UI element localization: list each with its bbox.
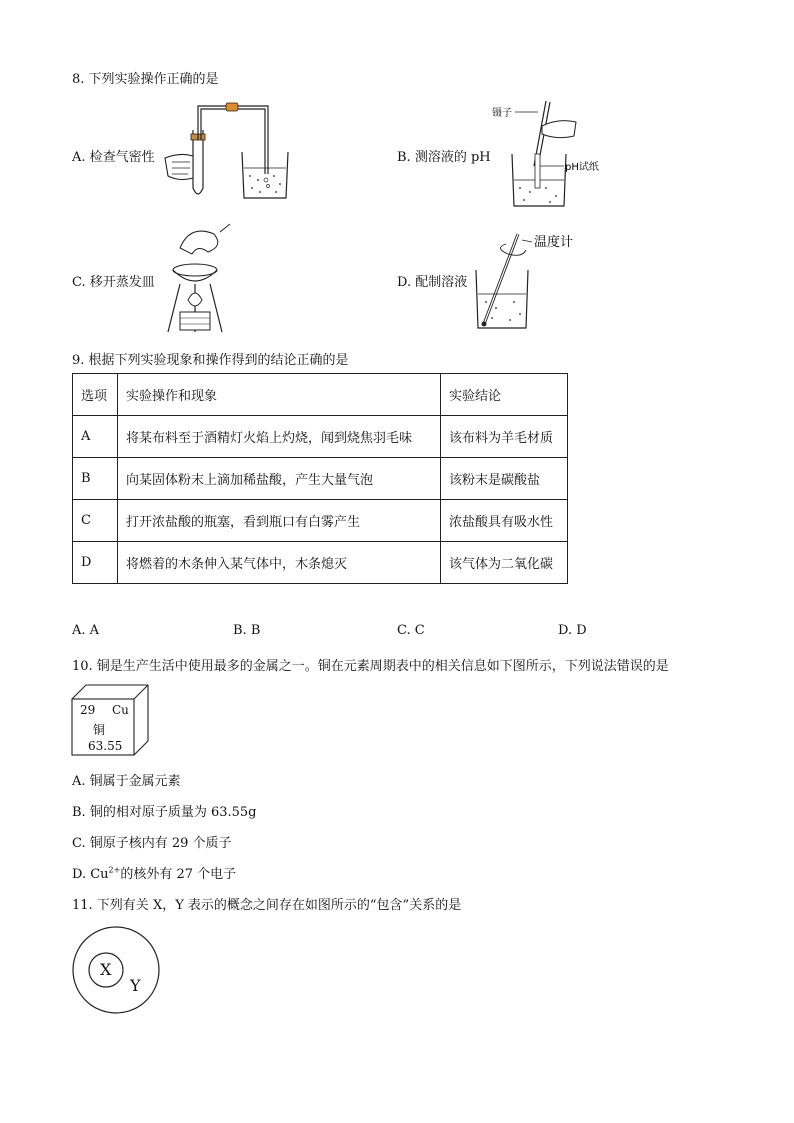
thermometer-label: 温度计 bbox=[534, 235, 574, 250]
question-9-stem: 9. 根据下列实验现象和操作得到的结论正确的是 bbox=[72, 353, 349, 368]
table-cell: 将燃着的木条伸入某气体中，木条熄灭 bbox=[118, 542, 441, 584]
table-cell: C bbox=[73, 500, 118, 542]
q9-choice-a[interactable]: A. A bbox=[72, 623, 100, 638]
q8-option-b[interactable]: B. 测溶液的 pH bbox=[397, 150, 491, 165]
q8-option-d[interactable]: D. 配制溶液 bbox=[397, 275, 468, 290]
tweezers-label: 镊子 bbox=[492, 108, 512, 119]
q9-choice-d[interactable]: D. D bbox=[558, 623, 587, 638]
table-cell: D bbox=[73, 542, 118, 584]
ph-test-figure bbox=[490, 96, 610, 211]
q9-choice-c[interactable]: C. C bbox=[397, 623, 425, 638]
table-row bbox=[73, 416, 568, 458]
table-cell: 该布料为羊毛材质 bbox=[441, 416, 568, 458]
table-cell: A bbox=[73, 416, 118, 458]
table-row bbox=[73, 500, 568, 542]
evaporating-dish-figure bbox=[160, 220, 240, 338]
q10-option-a[interactable]: A. 铜属于金属元素 bbox=[72, 774, 181, 789]
question-11-stem: 11. 下列有关 X，Y 表示的概念之间存在如图所示的“包含”关系的是 bbox=[72, 898, 462, 913]
q10-option-d-rest: 的核外有 27 个电子 bbox=[120, 867, 237, 882]
table-cell: 该气体为二氧化碳 bbox=[441, 542, 568, 584]
table-header-row bbox=[73, 374, 568, 416]
element-number: 29 bbox=[80, 703, 96, 717]
q10-option-b[interactable]: B. 铜的相对原子质量为 63.55g bbox=[72, 805, 257, 820]
table-row bbox=[73, 458, 568, 500]
q8-option-c[interactable]: C. 移开蒸发皿 bbox=[72, 275, 155, 290]
header-cell: 实验操作和现象 bbox=[118, 374, 441, 416]
element-symbol: Cu bbox=[112, 703, 129, 717]
table-cell: 浓盐酸具有吸水性 bbox=[441, 500, 568, 542]
table-cell: 将某布料至于酒精灯火焰上灼烧，闻到烧焦羽毛味 bbox=[118, 416, 441, 458]
header-cell: 实验结论 bbox=[441, 374, 568, 416]
header-cell: 选项 bbox=[73, 374, 118, 416]
x-label: X bbox=[100, 960, 112, 979]
xy-inclusion-diagram bbox=[72, 926, 162, 1016]
question-10-stem: 10. 铜是生产生活中使用最多的金属之一。铜在元素周期表中的相关信息如下图所示，下列说法错误的是 bbox=[72, 659, 669, 674]
element-name: 铜 bbox=[93, 723, 106, 737]
q8-option-a[interactable]: A. 检查气密性 bbox=[72, 150, 155, 165]
q10-option-d[interactable] bbox=[72, 863, 236, 882]
question-8-stem: 8. 下列实验操作正确的是 bbox=[72, 72, 219, 87]
airtight-check-figure bbox=[160, 100, 300, 210]
element-mass: 63.55 bbox=[88, 739, 123, 753]
table-cell: 该粉末是碳酸盐 bbox=[441, 458, 568, 500]
q9-table bbox=[72, 373, 568, 584]
dissolve-figure bbox=[470, 228, 580, 332]
table-row bbox=[73, 542, 568, 584]
table-cell: 打开浓盐酸的瓶塞，看到瓶口有白雾产生 bbox=[118, 500, 441, 542]
ph-paper-label: pH试纸 bbox=[565, 162, 599, 173]
q10-option-c[interactable]: C. 铜原子核内有 29 个质子 bbox=[72, 836, 232, 851]
table-cell: B bbox=[73, 458, 118, 500]
y-label: Y bbox=[130, 976, 141, 995]
q10-option-d-prefix: D. Cu bbox=[72, 867, 109, 882]
table-cell: 向某固体粉末上滴加稀盐酸，产生大量气泡 bbox=[118, 458, 441, 500]
q10-option-d-sup: 2+ bbox=[108, 865, 121, 875]
q9-choice-b[interactable]: B. B bbox=[233, 623, 261, 638]
